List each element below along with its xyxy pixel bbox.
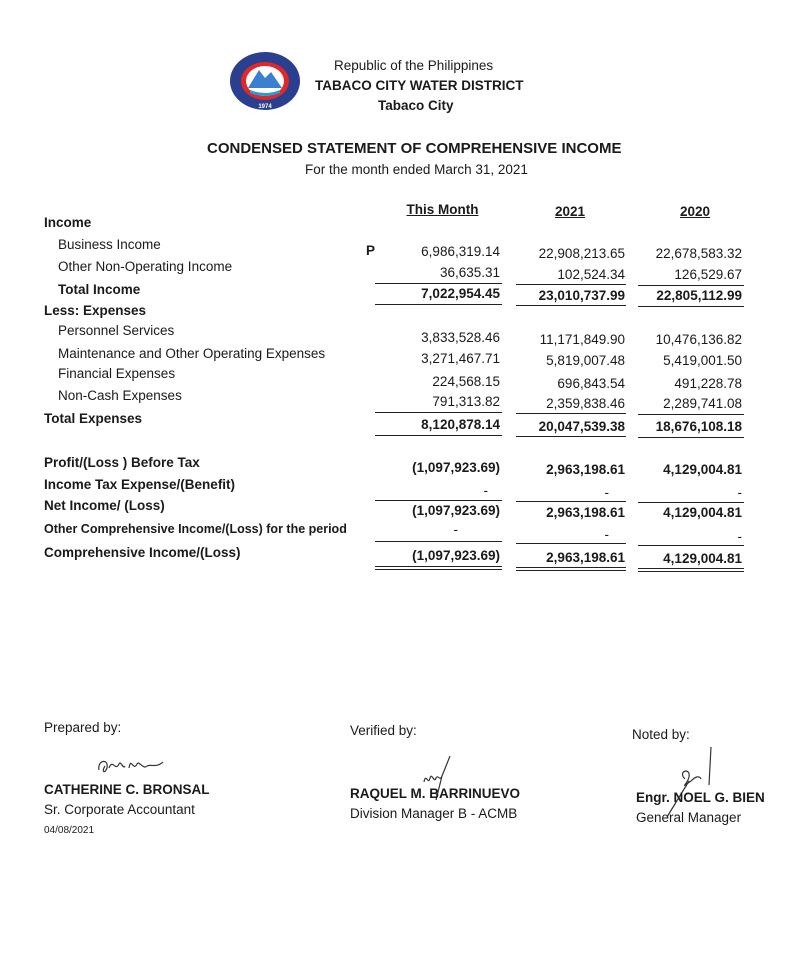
value-non-cash-2021: 2,359,838.46: [546, 396, 625, 411]
subtotal-line-expenses-month: [375, 412, 502, 413]
agency-city: Tabaco City: [378, 98, 454, 113]
peso-sign: P: [366, 243, 376, 258]
noted-by-title: General Manager: [636, 810, 742, 825]
statement-subtitle: For the month ended March 31, 2021: [305, 162, 528, 177]
verified-by-title: Division Manager B - ACMB: [350, 806, 518, 821]
signature-bronsal: [95, 752, 165, 778]
double-underline-2020: [638, 568, 744, 572]
value-profit-before-tax-2020: 4,129,004.81: [663, 462, 742, 477]
value-total-income-2021: 23,010,737.99: [538, 288, 625, 303]
value-other-comprehensive-month: -: [453, 522, 458, 537]
value-net-income-month: (1,097,923.69): [412, 503, 500, 518]
value-comprehensive-month: (1,097,923.69): [412, 548, 500, 563]
value-other-comprehensive-2020: -: [737, 529, 742, 544]
column-header-this-month: This Month: [406, 202, 479, 217]
agency-logo: [228, 50, 302, 112]
value-income-tax-2020: -: [737, 485, 742, 500]
prepared-by-date: 04/08/2021: [44, 825, 95, 836]
row-label-profit-before-tax: Profit/(Loss ) Before Tax: [44, 455, 200, 470]
value-personnel-month: 3,833,528.46: [421, 330, 500, 345]
total-line-income-2020: [638, 306, 744, 307]
value-other-non-operating-2020: 126,529.67: [674, 267, 742, 282]
value-maintenance-2020: 5,419,001.50: [663, 353, 742, 368]
row-label-non-cash: Non-Cash Expenses: [58, 388, 182, 403]
value-financial-2020: 491,228.78: [674, 376, 742, 391]
value-business-income-2020: 22,678,583.32: [655, 246, 742, 261]
value-business-income-2021: 22,908,213.65: [538, 246, 625, 261]
line-before-comprehensive-2021: [516, 543, 626, 544]
value-net-income-2020: 4,129,004.81: [663, 505, 742, 520]
double-underline-2021: [516, 567, 626, 571]
value-non-cash-month: 791,313.82: [432, 394, 500, 409]
value-income-tax-month: -: [483, 483, 488, 498]
row-label-maintenance: Maintenance and Other Operating Expenses: [58, 346, 326, 361]
value-profit-before-tax-month: (1,097,923.69): [412, 460, 500, 475]
value-total-income-month: 7,022,954.45: [421, 286, 500, 301]
row-label-total-income: Total Income: [58, 282, 141, 297]
value-comprehensive-2020: 4,129,004.81: [663, 551, 742, 566]
value-other-non-operating-2021: 102,524.34: [557, 267, 625, 282]
value-comprehensive-2021: 2,963,198.61: [546, 550, 625, 565]
line-before-comprehensive-month: [375, 541, 502, 542]
double-underline-month: [375, 566, 502, 570]
row-label-other-non-operating: Other Non-Operating Income: [58, 259, 233, 274]
total-line-income-month: [375, 304, 502, 305]
value-income-tax-2021: -: [604, 485, 609, 500]
value-business-income-month: 6,986,319.14: [421, 244, 500, 259]
subtotal-line-expenses-2020: [638, 414, 744, 415]
value-non-cash-2020: 2,289,741.08: [663, 396, 742, 411]
row-label-financial: Financial Expenses: [58, 366, 176, 381]
value-total-expenses-2021: 20,047,539.38: [538, 419, 625, 434]
value-maintenance-2021: 5,819,007.48: [546, 353, 625, 368]
column-header-2021: 2021: [554, 204, 586, 219]
line-before-net-month: [375, 500, 502, 501]
total-line-income-2021: [516, 305, 626, 306]
prepared-by-name: CATHERINE C. BRONSAL: [44, 782, 210, 797]
subtotal-line-income-2020: [638, 285, 744, 286]
verified-by-caption: Verified by:: [350, 723, 417, 738]
subtotal-line-income-month: [375, 283, 502, 284]
row-label-business-income: Business Income: [58, 237, 161, 252]
value-profit-before-tax-2021: 2,963,198.61: [546, 462, 625, 477]
total-line-expenses-2020: [638, 437, 744, 438]
value-total-expenses-month: 8,120,878.14: [421, 417, 500, 432]
noted-by-caption: Noted by:: [632, 727, 690, 742]
value-other-comprehensive-2021: -: [604, 527, 609, 542]
verified-by-name: RAQUEL M. BARRINUEVO: [350, 786, 521, 801]
agency-name: TABACO CITY WATER DISTRICT: [315, 78, 524, 93]
value-financial-month: 224,568.15: [432, 374, 500, 389]
value-financial-2021: 696,843.54: [557, 376, 625, 391]
total-line-expenses-2021: [516, 436, 626, 437]
section-income: Income: [44, 215, 92, 230]
row-label-total-expenses: Total Expenses: [44, 411, 143, 426]
row-label-personnel: Personnel Services: [58, 323, 175, 338]
value-other-non-operating-month: 36,635.31: [439, 265, 500, 280]
prepared-by-caption: Prepared by:: [44, 720, 122, 735]
row-label-other-comprehensive: Other Comprehensive Income/(Loss) for the period: [44, 522, 347, 536]
logo-year: 1974: [258, 104, 272, 110]
subtotal-line-expenses-2021: [516, 413, 626, 414]
row-label-net-income: Net Income/ (Loss): [44, 498, 165, 513]
noted-by-name: Engr. NOEL G. BIEN: [636, 790, 765, 805]
row-label-income-tax: Income Tax Expense/(Benefit): [44, 477, 236, 492]
line-before-net-2021: [516, 501, 626, 502]
line-before-comprehensive-2020: [638, 545, 744, 546]
prepared-by-title: Sr. Corporate Accountant: [44, 802, 195, 817]
republic-line: Republic of the Philippines: [334, 58, 494, 73]
value-total-income-2020: 22,805,112.99: [656, 288, 742, 303]
statement-title: CONDENSED STATEMENT OF COMPREHENSIVE INCOME: [207, 140, 622, 157]
value-personnel-2021: 11,171,849.90: [539, 332, 625, 347]
subtotal-line-income-2021: [516, 284, 626, 285]
value-total-expenses-2020: 18,676,108.18: [655, 419, 742, 434]
value-net-income-2021: 2,963,198.61: [546, 505, 625, 520]
section-less-expenses: Less: Expenses: [44, 303, 147, 318]
total-line-expenses-month: [375, 435, 502, 436]
value-maintenance-month: 3,271,467.71: [421, 351, 500, 366]
column-header-2020: 2020: [679, 204, 711, 219]
line-before-net-2020: [638, 502, 744, 503]
value-personnel-2020: 10,476,136.82: [655, 332, 742, 347]
row-label-comprehensive-income: Comprehensive Income/(Loss): [44, 545, 241, 560]
